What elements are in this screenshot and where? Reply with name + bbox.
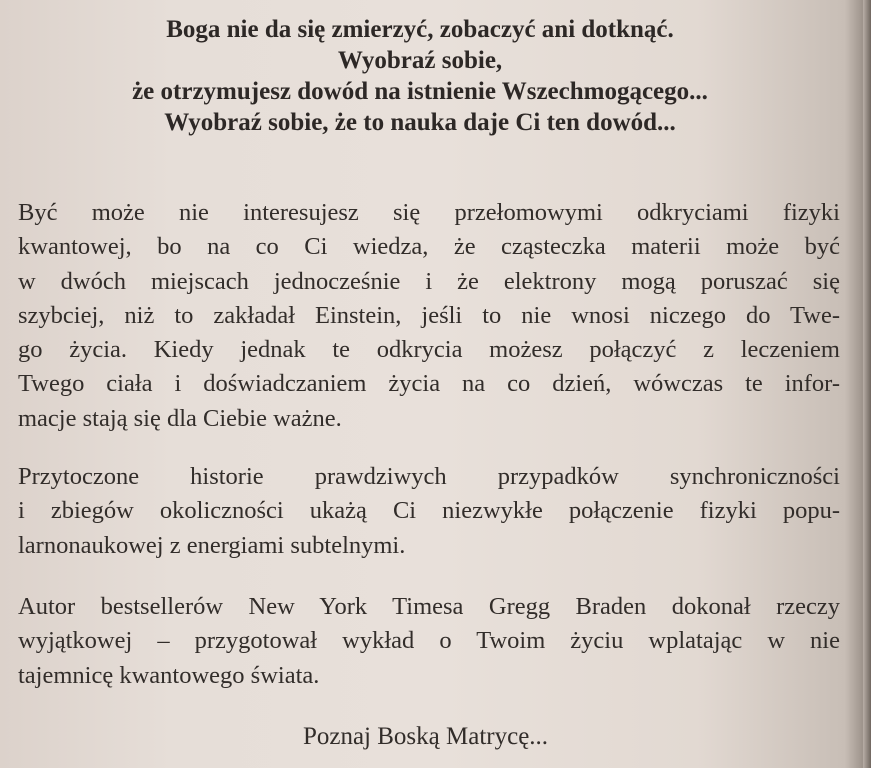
paragraph-line: i zbiegów okoliczności ukażą Ci niezwykłe połączenie fizyki popu- <box>18 497 840 525</box>
headline-line: Boga nie da się zmierzyć, zobaczyć ani dotknąć. <box>166 16 674 43</box>
headline <box>40 14 800 138</box>
headline-line: że otrzymujesz dowód na istnienie Wszechmogącego... <box>132 78 708 105</box>
paragraph-line: macje stają się dla Ciebie ważne. <box>18 404 342 432</box>
paragraph-line: Autor bestsellerów New York Timesa Gregg Braden dokonał rzeczy <box>18 593 840 620</box>
paragraph-line: wyjątkowej – przygotował wykład o Twoim życiu wplatając w nie <box>18 627 840 655</box>
paragraph-author <box>18 590 840 693</box>
paragraph-line: Przytoczone historie prawdziwych przypadków synchroniczności <box>18 463 840 490</box>
paragraph-line: tajemnicę kwantowego świata. <box>18 661 320 689</box>
paragraph-line: szybciej, niż to zakładał Einstein, jeśli to nie wnosi niczego do Twe- <box>18 301 840 329</box>
headline-line: Wyobraź sobie, <box>337 47 503 74</box>
paragraph-stories <box>18 460 840 563</box>
paragraph-line: larnonaukowej z energiami subtelnymi. <box>18 531 406 559</box>
headline-line: Wyobraź sobie, że to nauka daje Ci ten dowód... <box>164 109 676 136</box>
paragraph-intro <box>18 196 840 436</box>
paragraph-line: kwantowej, bo na co Ci wiedza, że cząsteczka materii może być <box>18 233 840 261</box>
paragraph-line: Twego ciała i doświadczaniem życia na co dzień, wówczas te infor- <box>18 370 840 398</box>
paragraph-line: go życia. Kiedy jednak te odkrycia możesz połączyć z leczeniem <box>18 336 840 364</box>
paragraph-line: w dwóch miejscach jednocześnie i że elektrony mogą poruszać się <box>18 267 840 295</box>
closing-line: Poznaj Boską Matrycę... <box>302 723 549 750</box>
paragraph-line: Być może nie interesujesz się przełomowymi odkryciami fizyki <box>18 199 840 226</box>
page-edge-shadow <box>863 0 871 768</box>
